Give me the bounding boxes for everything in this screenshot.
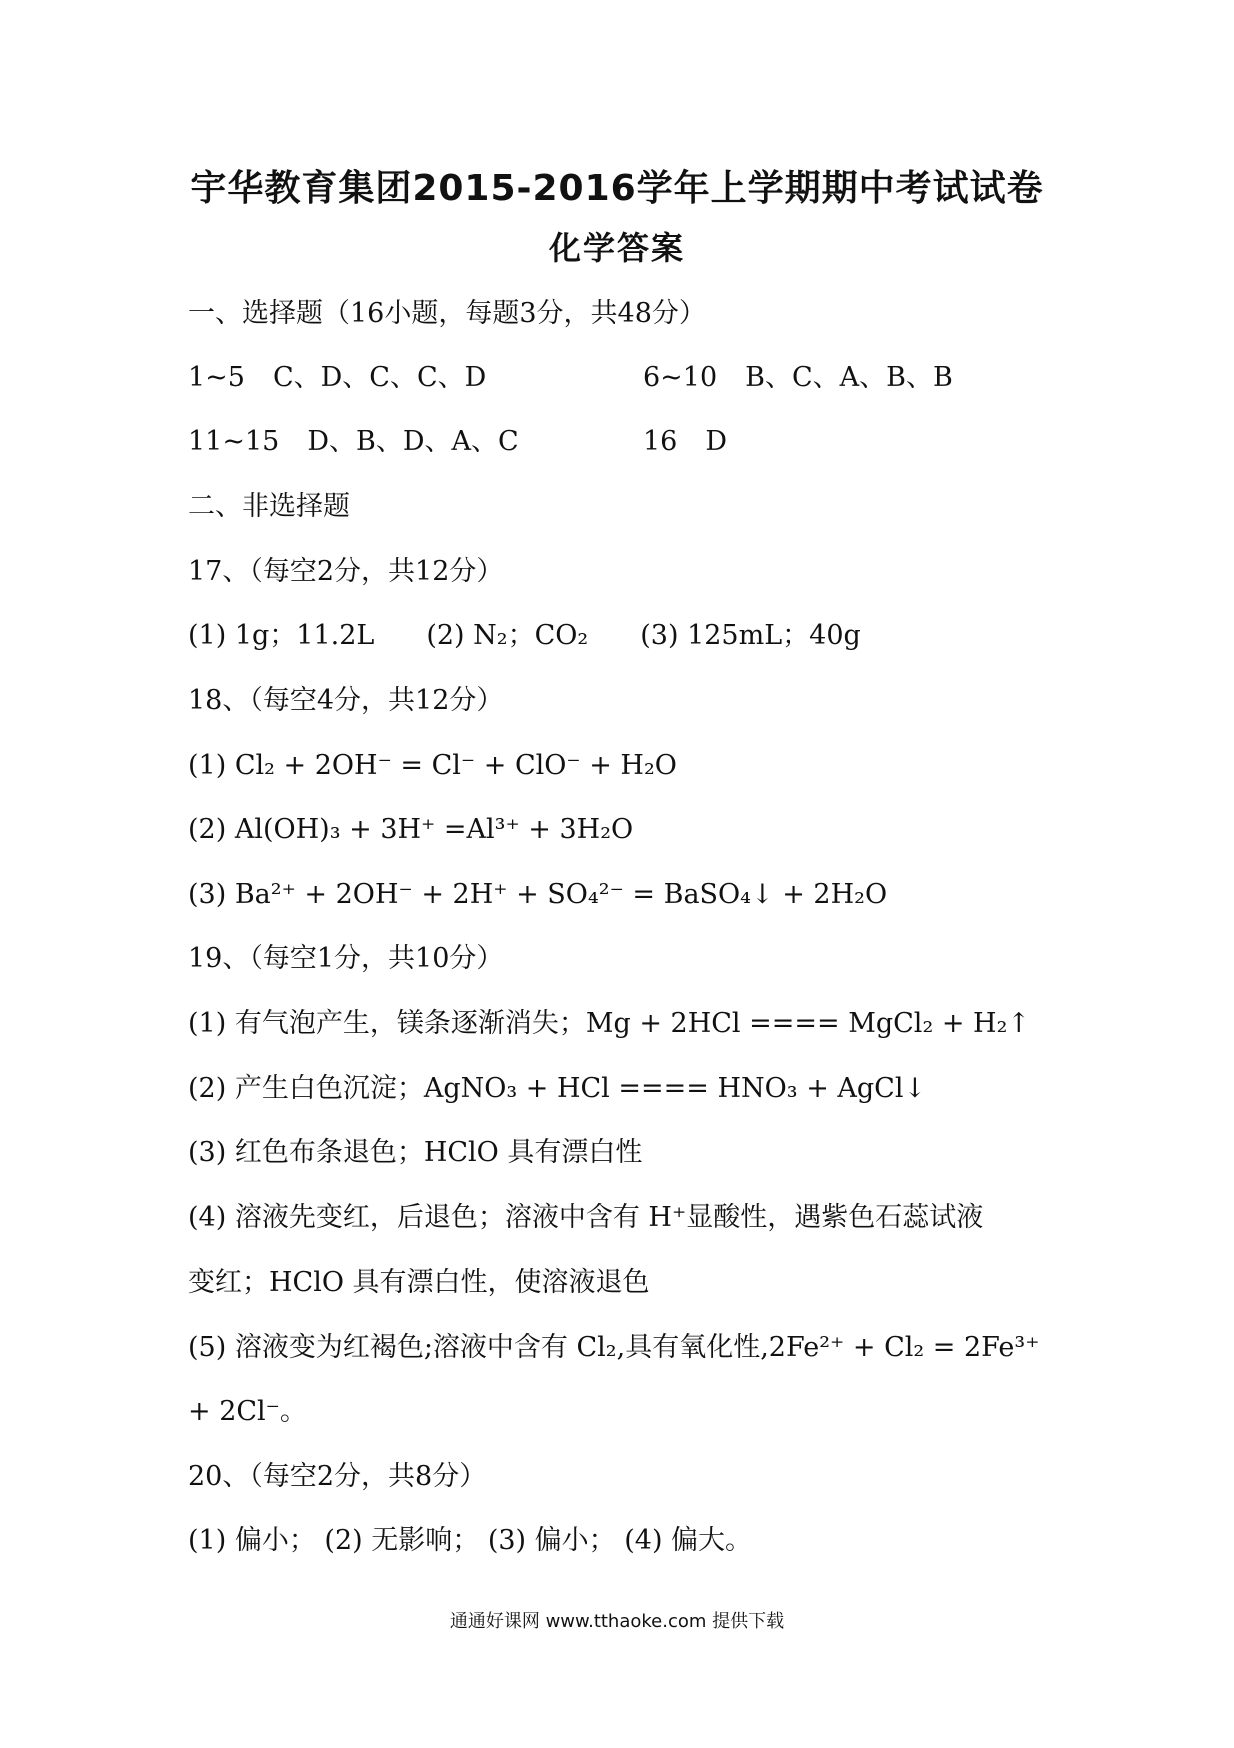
mc-range: 11~15 (188, 426, 280, 457)
mc-range: 16 (643, 426, 678, 457)
q17-answer-1: (1) 1g；11.2L (188, 620, 375, 651)
mc-answers: D、B、D、A、C (307, 426, 519, 457)
q19-answer-4-cont: 变红；HClO 具有漂白性，使溶液退色 (188, 1267, 650, 1298)
q18-heading: 18、（每空4分，共12分） (188, 685, 504, 716)
q19-heading: 19、（每空1分，共10分） (188, 943, 504, 974)
mc-range: 6~10 (643, 362, 718, 393)
q20-heading: 20、（每空2分，共8分） (188, 1461, 487, 1492)
q19-answer-5-cont: + 2Cl⁻。 (188, 1396, 307, 1427)
mc-row-3 (188, 424, 519, 460)
mc-row-1 (188, 360, 486, 396)
q19-answer-4: (4) 溶液先变红，后退色；溶液中含有 H⁺显酸性，遇紫色石蕊试液 (188, 1202, 984, 1233)
mc-answers: D (705, 426, 728, 457)
q19-answer-2: (2) 产生白色沉淀；AgNO₃ + HCl ==== HNO₃ + AgCl↓ (188, 1073, 927, 1104)
q19-answer-5: (5) 溶液变为红褐色;溶液中含有 Cl₂,具有氧化性,2Fe²⁺ + Cl₂ = 2Fe³⁺ (188, 1332, 1040, 1363)
q17-answer-3: (3) 125mL；40g (640, 620, 861, 651)
mc-row-2 (643, 360, 953, 396)
q18-answer-3: (3) Ba²⁺ + 2OH⁻ + 2H⁺ + SO₄²⁻ = BaSO₄↓ + 2H₂O (188, 879, 888, 910)
mc-answers: C、D、C、C、D (272, 362, 487, 393)
mc-row-4 (643, 424, 727, 460)
q19-answer-1: (1) 有气泡产生，镁条逐渐消失；Mg + 2HCl ==== MgCl₂ + H₂↑ (188, 1008, 1031, 1039)
section2-heading: 二、非选择题 (188, 491, 350, 522)
section1-heading: 一、选择题（16小题，每题3分，共48分） (188, 298, 706, 329)
page-title: 宇华教育集团2015-2016学年上学期期中考试试卷 (190, 168, 1044, 209)
q18-answer-2: (2) Al(OH)₃ + 3H⁺ =Al³⁺ + 3H₂O (188, 814, 634, 845)
page-subtitle: 化学答案 (548, 229, 685, 267)
footer-watermark: 通通好课网 www.tthaoke.com 提供下载 (449, 1611, 785, 1632)
q17-heading: 17、（每空2分，共12分） (188, 556, 504, 587)
mc-answers: B、C、A、B、B (745, 362, 953, 393)
q19-answer-3: (3) 红色布条退色；HClO 具有漂白性 (188, 1137, 643, 1168)
q18-answer-1: (1) Cl₂ + 2OH⁻ = Cl⁻ + ClO⁻ + H₂O (188, 750, 677, 781)
q17-answer-2: (2) N₂；CO₂ (426, 620, 589, 651)
q17-answers (188, 618, 861, 654)
q20-answers: (1) 偏小； (2) 无影响； (3) 偏小； (4) 偏大。 (188, 1525, 753, 1556)
mc-range: 1~5 (188, 362, 245, 393)
